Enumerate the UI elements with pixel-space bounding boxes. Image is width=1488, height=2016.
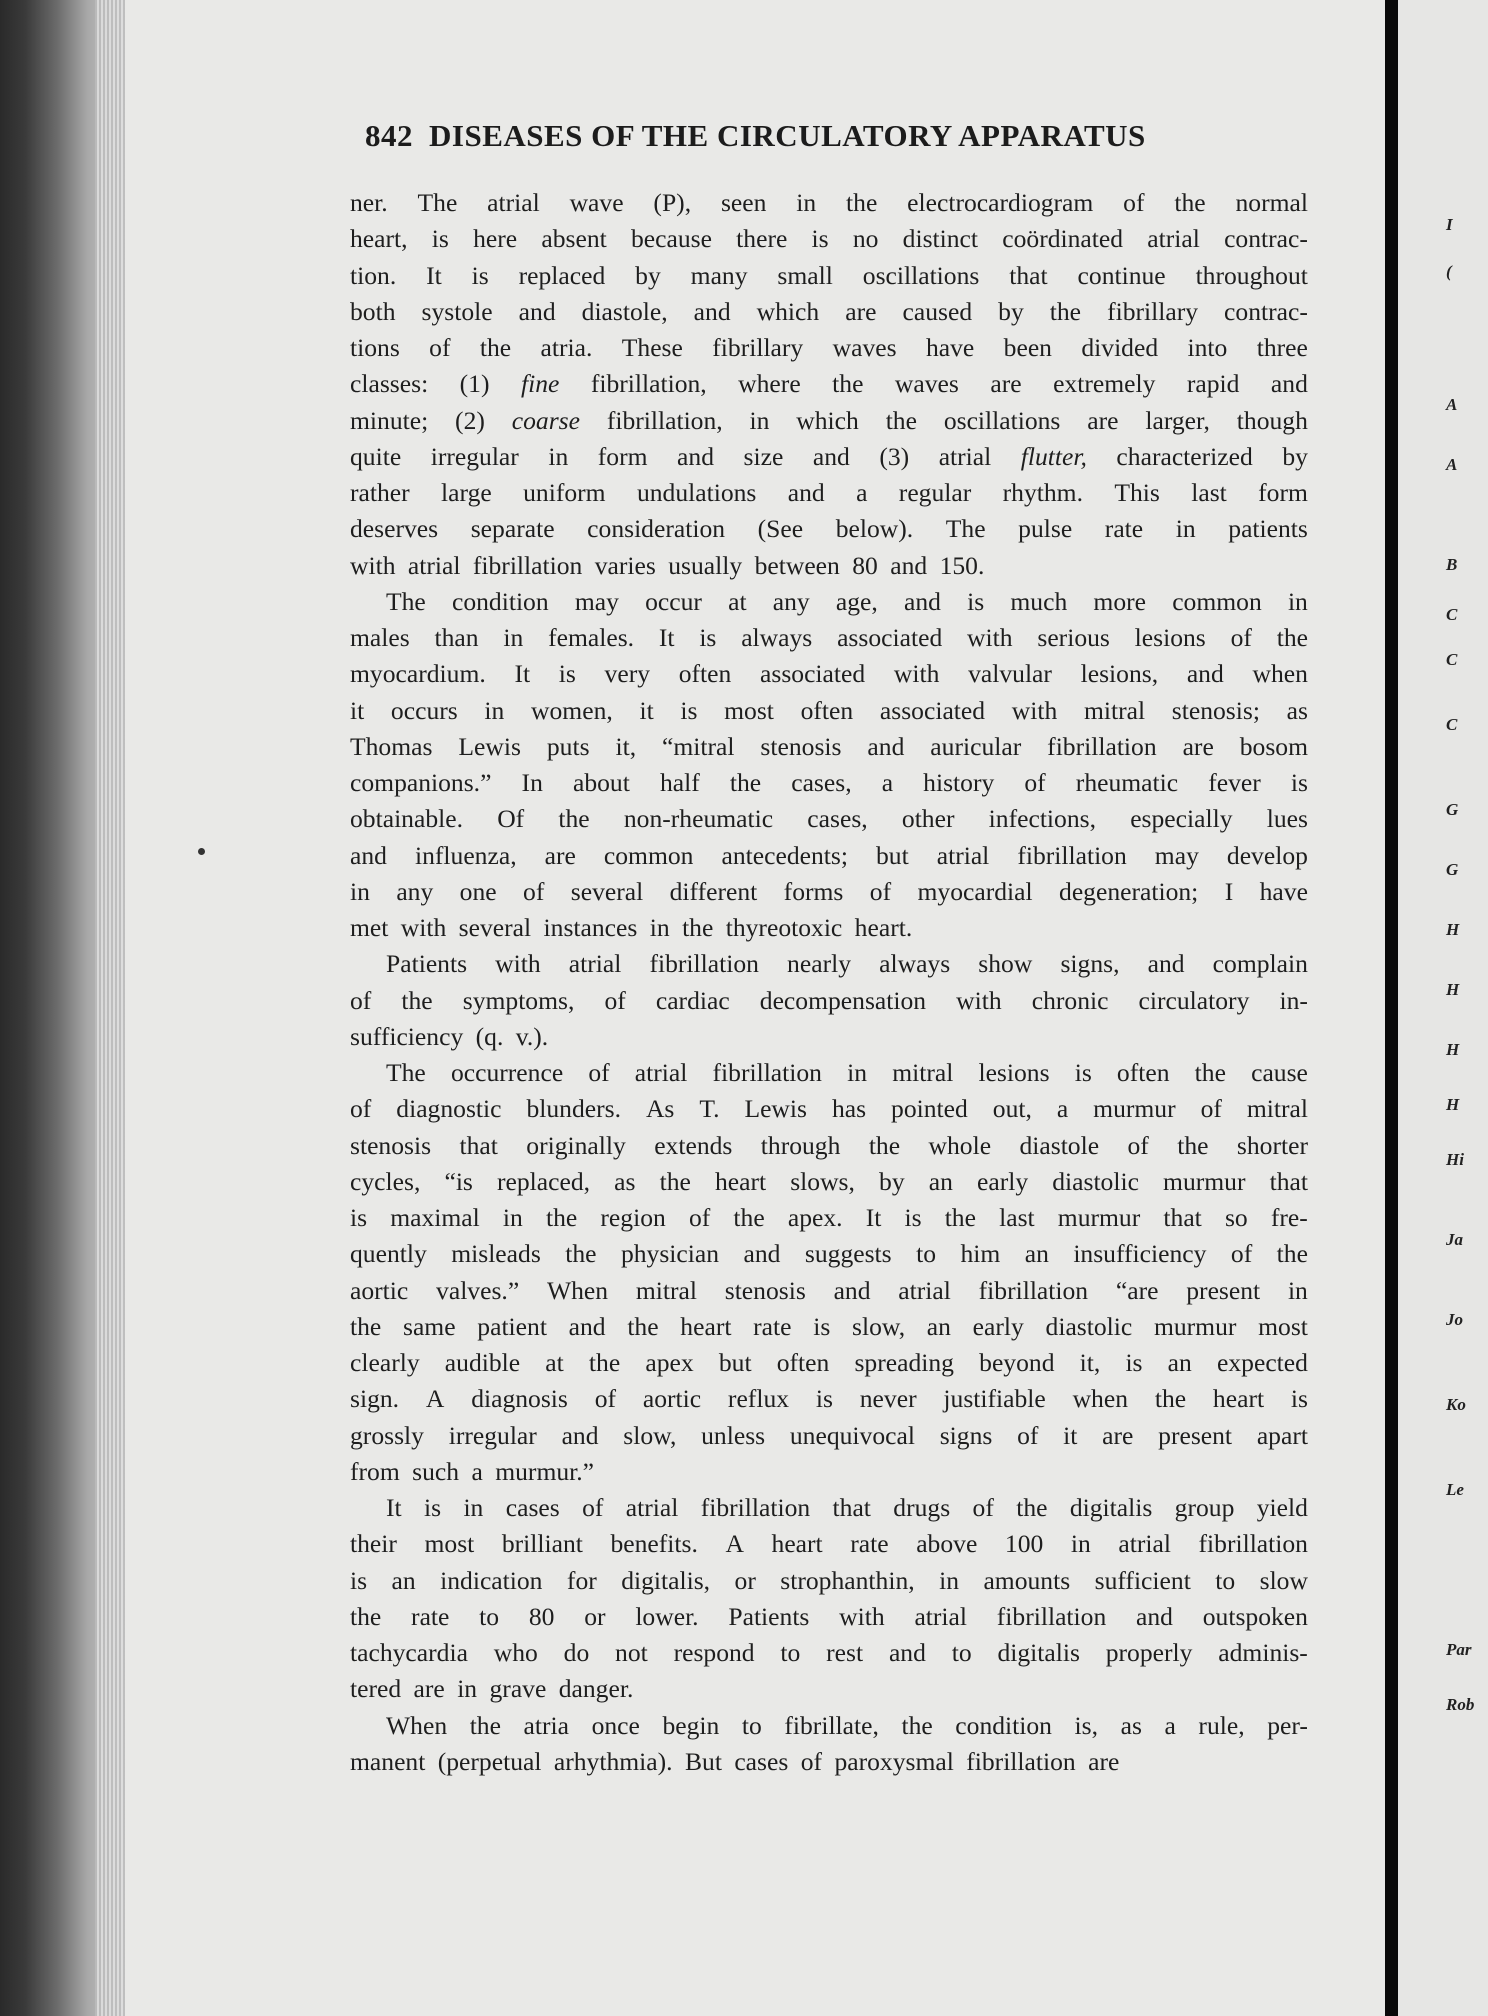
index-tab-fragment: C <box>1446 715 1458 734</box>
text-line: Patients with atrial fibrillation nearly always show signs, and complain <box>386 949 1308 979</box>
text-line: grossly irregular and slow, unless unequivocal signs of it are present apart <box>350 1420 1308 1450</box>
text-line: tered are in grave danger. <box>350 1674 634 1704</box>
index-tab-fragment: Par <box>1446 1640 1472 1659</box>
text-line: of diagnostic blunders. As T. Lewis has pointed out, a murmur of mitral <box>350 1094 1308 1124</box>
text-line: The occurrence of atrial fibrillation in mitral lesions is often the cause <box>386 1058 1308 1087</box>
text-line: tion. It is replaced by many small oscillations that continue throughout <box>350 260 1308 290</box>
index-tab-fragment: H <box>1446 980 1460 999</box>
text-line: their most brilliant benefits. A heart rate above 100 in atrial fibrillation <box>350 1529 1308 1559</box>
page-edges <box>95 0 125 2016</box>
text-line: quite irregular in form and size and (3) atrial flutter, characterized by <box>350 441 1308 471</box>
text-line: is an indication for digitalis, or strophanthin, in amounts sufficient to slow <box>350 1565 1308 1595</box>
text-line: the same patient and the heart rate is slow, an early diastolic murmur most <box>350 1311 1308 1341</box>
index-tab-fragment: ( <box>1446 262 1452 281</box>
text-line: of the symptoms, of cardiac decompensation with chronic circulatory in- <box>350 985 1308 1015</box>
text-line: companions.” In about half the cases, a history of rheumatic fever is <box>350 768 1308 797</box>
text-line: tions of the atria. These fibrillary waves have been divided into three <box>350 333 1308 362</box>
adjacent-page-index-tabs <box>1446 0 1488 2016</box>
text-line: It is in cases of atrial fibrillation that drugs of the digitalis group yield <box>386 1493 1308 1522</box>
text-line: in any one of several different forms of myocardial degeneration; I have <box>350 876 1308 906</box>
text-line: The condition may occur at any age, and is much more common in <box>386 586 1308 616</box>
text-line: stenosis that originally extends through the whole diastole of the shorter <box>350 1130 1308 1160</box>
text-line: sufficiency (q. v.). <box>350 1021 549 1051</box>
index-tab-fragment: C <box>1446 650 1458 669</box>
index-tab-fragment: I <box>1446 215 1453 234</box>
index-tab-fragment: C <box>1446 605 1458 624</box>
index-tab-fragment: A <box>1446 455 1458 474</box>
paragraph <box>350 1490 1308 1708</box>
text-line: is maximal in the region of the apex. It is the last murmur that so fre- <box>350 1203 1308 1232</box>
text-line: both systole and diastole, and which are caused by the fibrillary contrac- <box>350 296 1308 326</box>
index-tab-fragment: H <box>1446 1040 1460 1059</box>
text-line: aortic valves.” When mitral stenosis and atrial fibrillation “are present in <box>350 1275 1308 1305</box>
text-line: tachycardia who do not respond to rest and to digitalis properly adminis- <box>350 1638 1308 1667</box>
text-line: obtainable. Of the non-rheumatic cases, other infections, especially lues <box>350 804 1308 834</box>
index-tab-fragment: H <box>1446 1095 1460 1114</box>
book-spine <box>1385 0 1398 2016</box>
text-line: myocardium. It is very often associated with valvular lesions, and when <box>350 659 1308 689</box>
paragraph <box>350 946 1308 1055</box>
paragraph <box>350 1055 1308 1490</box>
index-tab-fragment: B <box>1446 555 1458 574</box>
page-number: 842 <box>365 118 413 153</box>
index-tab-fragment: Jo <box>1446 1310 1463 1329</box>
text-line: ner. The atrial wave (P), seen in the electrocardiogram of the normal <box>350 188 1308 217</box>
text-line: cycles, “is replaced, as the heart slows, by an early diastolic murmur that <box>350 1166 1308 1196</box>
text-line: it occurs in women, it is most often associated with mitral stenosis; as <box>350 695 1308 725</box>
index-tab-fragment: Le <box>1446 1480 1464 1499</box>
running-title: DISEASES OF THE CIRCULATORY APPARATUS <box>429 118 1146 153</box>
text-line: deserves separate consideration (See below). The pulse rate in patients <box>350 514 1308 544</box>
text-line: met with several instances in the thyreotoxic heart. <box>350 913 913 942</box>
index-tab-fragment: Rob <box>1446 1695 1475 1714</box>
text-line: manent (perpetual arhythmia). But cases of paroxysmal fibrillation are <box>350 1746 1120 1776</box>
paragraph <box>350 185 1308 584</box>
text-line: classes: (1) fine fibrillation, where the waves are extremely rapid and <box>350 369 1308 399</box>
index-tab-fragment: H <box>1446 920 1460 939</box>
text-line: When the atria once begin to fibrillate, the condition is, as a rule, per- <box>386 1710 1308 1740</box>
text-line: heart, is here absent because there is no distinct coördinated atrial contrac- <box>350 224 1308 254</box>
text-line: with atrial fibrillation varies usually between 80 and 150. <box>350 550 985 580</box>
page-body <box>350 185 1308 1780</box>
margin-mark <box>198 848 205 855</box>
text-line: sign. A diagnosis of aortic reflux is never justifiable when the heart is <box>350 1384 1308 1414</box>
text-line: rather large uniform undulations and a regular rhythm. This last form <box>350 478 1308 507</box>
text-line: clearly audible at the apex but often spreading beyond it, is an expected <box>350 1348 1308 1377</box>
index-tab-fragment: A <box>1446 395 1458 414</box>
index-tab-fragment: Hi <box>1446 1150 1464 1169</box>
index-tab-fragment: G <box>1446 860 1459 879</box>
index-tab-fragment: G <box>1446 800 1459 819</box>
text-line: minute; (2) coarse fibrillation, in which the oscillations are larger, though <box>350 405 1308 435</box>
text-line: the rate to 80 or lower. Patients with atrial fibrillation and outspoken <box>350 1601 1308 1631</box>
index-tab-fragment: Ja <box>1446 1230 1463 1249</box>
text-line: males than in females. It is always associated with serious lesions of the <box>350 623 1308 652</box>
text-line: from such a murmur.” <box>350 1456 595 1486</box>
text-line: and influenza, are common antecedents; but atrial fibrillation may develop <box>350 840 1308 870</box>
text-line: quently misleads the physician and suggests to him an insufficiency of the <box>350 1239 1308 1269</box>
running-header <box>365 118 1245 154</box>
paragraph <box>350 584 1308 947</box>
text-line: Thomas Lewis puts it, “mitral stenosis and auricular fibrillation are bosom <box>350 731 1308 761</box>
paragraph <box>350 1708 1308 1781</box>
index-tab-fragment: Ko <box>1446 1395 1466 1414</box>
